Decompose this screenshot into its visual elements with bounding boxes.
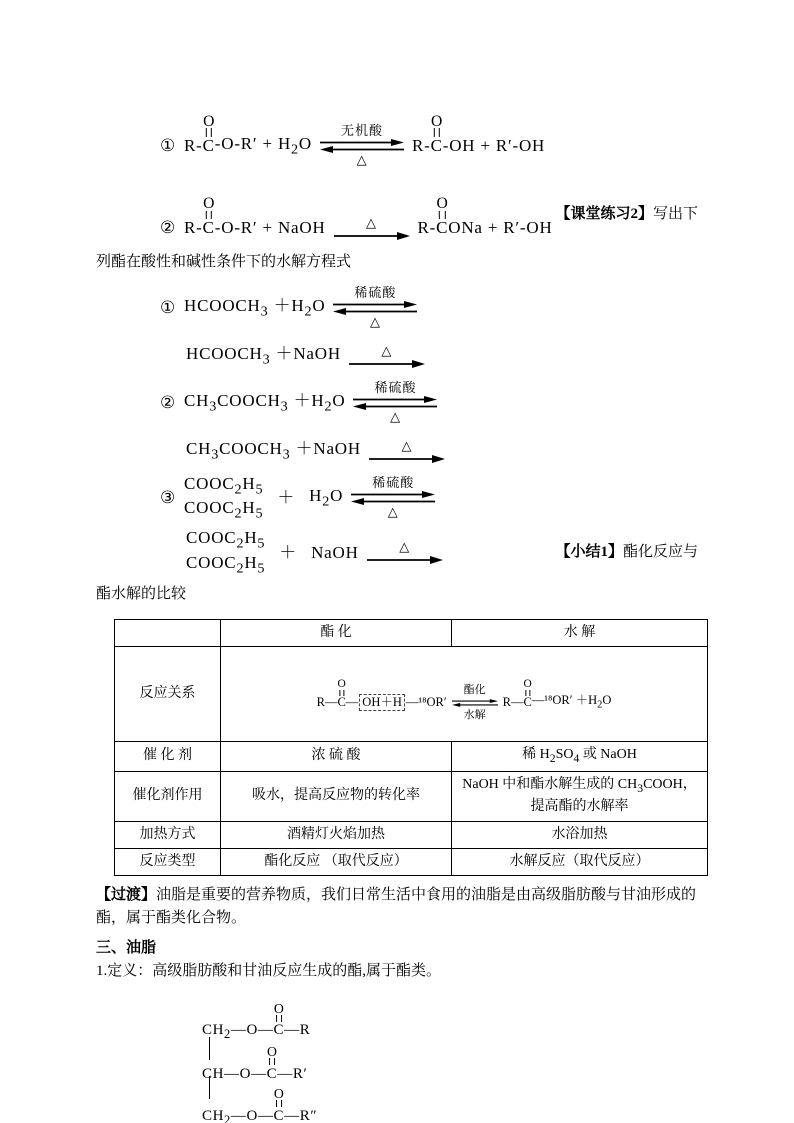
carbonyl-oxygen: O — [431, 112, 443, 130]
comparison-table — [114, 619, 708, 877]
equilibrium-arrows-icon — [353, 396, 437, 410]
formula-fragment: —R′ — [277, 1065, 308, 1082]
formula-fragment: $CH_3COOCH_3$ ＋NaOH — [186, 439, 361, 463]
summary-note — [555, 541, 698, 564]
row-label-reaction-type: 反应类型 — [115, 848, 221, 875]
condition-above: 稀硫酸 — [372, 475, 415, 491]
carbonyl-group — [337, 678, 346, 710]
header-hydrolysis: 水 解 — [452, 619, 708, 646]
carbonyl-carbon: C — [273, 1022, 285, 1039]
heating-esterification: 酒精灯火焰加热 — [221, 821, 452, 848]
equilibrium-arrow — [452, 684, 498, 721]
summary-text: 酯化反应与 — [622, 544, 698, 561]
condition-below: △ — [390, 408, 401, 424]
exercise-2-base — [186, 439, 698, 464]
exercise-3-base — [186, 528, 451, 577]
equation-number: ① — [160, 135, 177, 155]
formula-fragment: CH—O— — [202, 1065, 267, 1082]
table-row — [115, 741, 708, 771]
triglyceride-structure — [202, 997, 317, 1123]
practice-label: 【课堂练习2】 — [555, 205, 653, 222]
formula-fragment: $COOC_2H_5$ — [184, 473, 264, 498]
type-esterification: 酯化反应 （取代反应） — [221, 848, 452, 875]
condition-above: 稀硫酸 — [354, 285, 397, 301]
exercise-3-acid — [160, 474, 698, 523]
formula-fragment: $HCOOCH_3$ ＋NaOH — [186, 344, 341, 368]
condition-below: △ — [356, 151, 368, 167]
general-equation-base-row — [96, 188, 698, 241]
arrow-icon — [369, 454, 445, 464]
double-bond-icon — [206, 128, 212, 136]
equation-number: ② — [160, 392, 177, 412]
double-bond-icon — [276, 1015, 282, 1022]
table-row — [115, 821, 708, 848]
equilibrium-arrows-icon — [351, 491, 435, 505]
equilibrium-arrows-icon — [333, 301, 417, 315]
formula-fragment: -OH + R′-OH — [442, 135, 546, 155]
equilibrium-arrow — [351, 476, 435, 520]
oil-definition: 1.定义：高级脂肪酸和甘油反应生成的酯,属于酯类。 — [96, 962, 442, 979]
formula-fragment: -O-R′ + NaOH — [214, 218, 326, 238]
formula-fragment: NaOH — [311, 542, 359, 562]
carbonyl-carbon: C — [202, 135, 215, 155]
double-bond-icon — [276, 1100, 282, 1107]
glyceride-row — [202, 1083, 317, 1123]
table-header-row — [115, 619, 708, 646]
reaction-arrow — [369, 439, 445, 464]
general-equation-base — [160, 188, 553, 241]
formula-fragment: $COOC_2H_5$ — [184, 498, 264, 522]
carbonyl-group — [430, 112, 443, 156]
row-label-relation: 反应关系 — [115, 646, 221, 741]
formula-fragment: —R″ — [284, 1107, 318, 1123]
exercise-1-base — [186, 344, 698, 369]
carbonyl-carbon: C — [523, 695, 532, 710]
glyceride-row — [202, 997, 317, 1041]
catalyst-hydrolysis: 稀 $H_2SO_4$ 或 NaOH — [452, 741, 708, 771]
formula-fragment: ONa + R′-OH — [448, 218, 553, 238]
formula-fragment: —R — [284, 1022, 311, 1039]
equilibrium-arrow — [320, 124, 404, 168]
formula-fragment: $CH_3COOCH_3 +H_2O$ — [184, 390, 346, 414]
carbonyl-oxygen: O — [436, 195, 448, 213]
equation-number: ② — [160, 218, 177, 238]
carbonyl-oxygen: O — [273, 1086, 284, 1102]
general-equation-acid — [160, 96, 698, 168]
carbonyl-group — [273, 1000, 285, 1039]
type-hydrolysis: 水解反应（取代反应） — [452, 848, 708, 875]
formula-fragment: $-O-R' + H_2O$ — [214, 133, 312, 158]
vertical-bond — [209, 1076, 210, 1099]
carbonyl-oxygen: O — [337, 678, 346, 691]
condition-above: △ — [381, 342, 393, 358]
double-bond-icon — [439, 211, 445, 219]
formula-fragment: $COOC_2H_5$ — [186, 528, 266, 552]
condition-above: △ — [366, 214, 378, 230]
header-empty-cell — [115, 619, 221, 646]
row-label-heating: 加热方式 — [115, 821, 221, 848]
double-bond-icon — [339, 690, 344, 696]
condition-above: 稀硫酸 — [374, 379, 417, 395]
carbonyl-group — [523, 678, 532, 710]
carbonyl-oxygen: O — [266, 1044, 277, 1060]
equilibrium-arrows-icon — [320, 139, 404, 153]
carbonyl-carbon: C — [266, 1065, 278, 1082]
table-row — [115, 646, 708, 741]
formula-fragment: R- — [417, 218, 437, 238]
double-bond-icon — [433, 128, 439, 136]
formula-fragment: —¹⁸OR′ — [405, 695, 447, 710]
table-row — [115, 771, 708, 821]
equilibrium-arrow — [353, 381, 437, 425]
plus-sign: ＋ — [277, 487, 296, 507]
condition-below: △ — [387, 504, 399, 520]
heating-hydrolysis: 水浴加热 — [452, 821, 708, 848]
formula-fragment: $CH_2—O—$ — [202, 1107, 274, 1123]
forward-label: 酯化 — [463, 684, 486, 697]
carbonyl-oxygen: O — [203, 195, 215, 213]
equation-number: ① — [160, 297, 177, 317]
practice-text-line2: 列酯在酸性和碱性条件下的水解方程式 — [96, 253, 352, 270]
carbonyl-oxygen: O — [203, 112, 215, 130]
exercise-1-acid — [160, 286, 698, 330]
row-label-catalyst-role: 催化剂作用 — [115, 771, 221, 821]
reaction-arrow — [334, 216, 410, 241]
condition-above: △ — [401, 437, 413, 453]
transition-text: 油脂是重要的营养物质，我们日常生活中食用的油脂是由高级脂肪酸与甘油形成的酯，属于酯类化合物。 — [96, 887, 697, 927]
catalyst-role-hydrolysis: NaOH 中和酯水解生成的 $CH_3COOH$，提高酯的水解率 — [452, 771, 708, 821]
formula-fragment: —¹⁸OR′ $+H_2O$ — [531, 693, 612, 711]
formula-fragment: R- — [184, 218, 203, 238]
carbonyl-carbon: C — [273, 1107, 285, 1123]
catalyst-role-esterification: 吸水，提高反应物的转化率 — [221, 771, 452, 821]
carbonyl-group — [266, 1044, 278, 1083]
double-bond-icon — [269, 1058, 275, 1065]
condition-above: △ — [399, 539, 411, 555]
carbonyl-carbon: C — [337, 695, 346, 710]
formula-fragment: R- — [412, 135, 431, 155]
formula-fragment: R- — [184, 135, 203, 155]
formula-fragment: R— — [502, 695, 524, 710]
carbonyl-oxygen: O — [273, 1000, 284, 1016]
double-bond-icon — [525, 690, 530, 696]
reaction-arrow — [349, 344, 425, 369]
formula-fragment: R— — [316, 695, 338, 710]
header-esterification: 酯 化 — [221, 619, 452, 646]
formula-fragment: $HCOOCH_3 +H_2O$ — [184, 295, 326, 320]
relation-diagram-cell — [221, 646, 708, 741]
carbonyl-carbon: C — [202, 218, 215, 238]
carbonyl-group — [436, 195, 449, 238]
condition-above: 无机酸 — [340, 123, 383, 138]
condition-below: △ — [370, 314, 381, 329]
carbonyl-group — [202, 112, 215, 156]
leaving-water-box: OH＋H — [359, 694, 405, 711]
carbonyl-carbon: C — [436, 218, 449, 238]
formula-fragment: $CH_2—O—$ — [202, 1022, 274, 1042]
carbonyl-group — [202, 195, 215, 238]
reaction-arrow — [367, 540, 443, 565]
arrow-icon — [334, 231, 410, 241]
double-bond-icon — [206, 211, 212, 219]
practice-text: 写出下 — [652, 205, 698, 222]
section-title-oils: 三、油脂 — [96, 939, 157, 956]
arrow-icon — [367, 555, 443, 565]
carbonyl-oxygen: O — [523, 678, 532, 691]
transition-paragraph — [96, 884, 698, 931]
equation-number: ③ — [160, 487, 177, 507]
diester-structure — [186, 528, 265, 577]
catalyst-esterification: 浓 硫 酸 — [221, 741, 452, 771]
carbonyl-group — [273, 1086, 285, 1123]
summary-text-line2: 酯水解的比较 — [96, 586, 187, 603]
exercise-2-acid — [160, 381, 698, 425]
carbonyl-carbon: C — [430, 135, 443, 155]
formula-fragment: $H_2O$ — [309, 485, 344, 510]
equilibrium-arrows-icon — [452, 697, 498, 709]
exercise-3-base-row — [96, 528, 698, 577]
vertical-bond — [209, 1037, 210, 1060]
row-label-catalyst: 催 化 剂 — [115, 741, 221, 771]
bond-dash: — — [345, 695, 359, 710]
equilibrium-arrow — [333, 286, 417, 330]
diester-structure — [184, 474, 263, 523]
esterification-hydrolysis-diagram — [226, 666, 702, 721]
formula-fragment: $COOC_2H_5$ — [186, 552, 266, 577]
classroom-practice-note — [555, 203, 698, 226]
transition-label: 【过渡】 — [96, 887, 157, 904]
plus-sign: ＋ — [279, 542, 298, 562]
summary-label: 【小结1】 — [555, 544, 623, 561]
glyceride-row — [202, 1041, 317, 1083]
reverse-label: 水解 — [463, 708, 486, 721]
table-row — [115, 848, 708, 875]
arrow-icon — [349, 359, 425, 369]
